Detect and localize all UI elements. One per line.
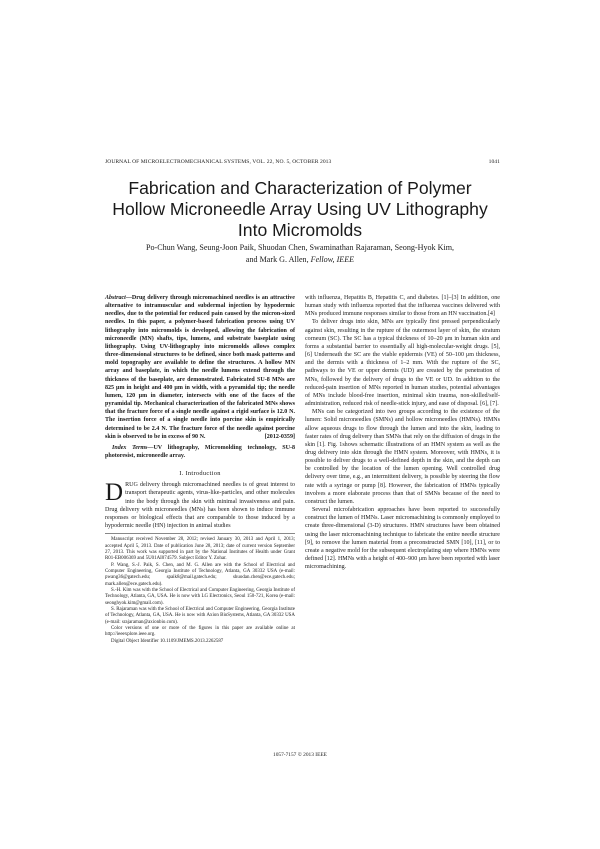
abstract: Abstract—Drug delivery through micromachined needles is an attractive alternative to intramuscular and subdermal injection by hypodermic needles, due to the potential for reduced pain caused by the micron-sized needles. In this paper, a polymer-based fabrication process using UV lithography into micromolds is developed, allowing the fabrication of microneedle (MN) shafts, tips, lumens, and substrate baseplate using lithography. Using UV-lithography into micromolds allows complex three-dimensional structures to be defined, since both mask patterns and mold topography are available to define the structures. A hollow MN array and baseplate, in which the needle lumens extend through the thickness of the baseplate, are demonstrated. Fabricated SU-8 MNs are 825 μm in height and 400 μm in width, with a pyramidal tip; the needle lumen, 120 μm in diameter, intersects with one of the faces of the pyramidal tip. Mechanical characterization of the fabricated MNs shows that the fracture force of a single needle against a rigid surface is 12.0 N. The insertion force of a single needle into porcine skin is empirically determined to be 2.4 N. The fracture force of the needle against porcine skin is observed to be in excess of 90 N. [2012-0359] xyxy=(105,295,295,440)
left-column xyxy=(105,294,295,645)
body-paragraph: To deliver drugs into skin, MNs are typically first pressed perpendicularly against skin, resulting in the rupture of the outermost layer of skin, the stratum corneum (SC). The SC has a typical thickness of 10–20 μm in human skin and forms a substantial barrier to essentially all high-molecular-weight drugs. [5], [6] Underneath the SC are the viable epidermis (VE) of 50–100 μm thickness, and the dermis with a thickness of 1–2 mm. With the rupture of the SC, pathways to the VE or upper dermis (UD) are created by the penetration of MNs, followed by the delivery of drugs to the VE or UD. In addition to the reduced-pain insertion of MNs reported in human studies, potential advantages of MNs include blood-free insertion, minimal skin trauma, non-skilled/self-administration, reduced risk of needle-stick injury, and ease of disposal. [6], [7]. xyxy=(305,319,500,408)
index-terms: Index Terms—UV lithography, Micromolding technology, SU-8 photoresist, microneedle array. xyxy=(105,444,295,459)
intro-text: RUG delivery through micromachined needles is of great interest to transport therapeutic agents, virus-like-particles, and other molecules into the body through the skin with minimal invasiveness and pain. Drug delivery with microneedles (MNs) has been shown to induce immune responses or biological effects that are comparable to those induced by a hypodermic needle (HN) injection in animal studies xyxy=(105,482,295,530)
page-number: 1041 xyxy=(488,159,500,165)
author-line-2 xyxy=(120,254,480,266)
footnote-affiliation-3: S. Rajaraman was with the School of Electrical and Computer Engineering, Georgia Institute of Technology, Atlanta, GA, USA. He is now with Axion BioSystems, Atlanta, GA 30332 USA (e-mail: srajaraman@axionbio.com). xyxy=(105,607,295,625)
right-column xyxy=(305,294,500,571)
footnote-doi: Digital Object Identifier 10.1109/JMEMS.2013.2262587 xyxy=(111,638,224,644)
footnotes xyxy=(105,533,295,645)
author-grade: Fellow, IEEE xyxy=(310,254,355,264)
intro-paragraph xyxy=(105,481,295,530)
body-paragraph: Several microfabrication approaches have been reported to successfully construct the lumen of HMNs. Laser micromachining is commonly employed to create three-dimensional (3-D) structures. HMN structures have been obtained using the laser micromachining technique to fabricate the entire needle structure [9], to remove the lumen material from a preconstructed SMN [10], [11], or to create a negative mold for the subsequent electroplating step where HMNs were defined [12]. HMNs with a height of 400–900 μm have been reported with laser micromachining. xyxy=(305,507,500,571)
footnote-affiliation-1: P. Wang, S.-J. Paik, S. Chen, and M. G. Allen are with the School of Electrical and Computer Engineering, Georgia Institute of Technology, Atlanta, GA 30332 USA (e-mail: pwang36@gatech.edu; spaik8@mail.gatech.edu; shuodan.chen@ece.gatech.edu; mark.allen@ece.gatech.edu). xyxy=(105,562,295,587)
manuscript-tag: [2012-0359] xyxy=(264,433,295,440)
author-names-2: and Mark G. Allen, xyxy=(245,254,309,264)
journal-name: JOURNAL OF MICROELECTROMECHANICAL SYSTEMS, VOL. 22, NO. 5, OCTOBER 2013 xyxy=(105,159,332,165)
copyright-footer: 1057-7157 © 2013 IEEE xyxy=(273,752,327,758)
paper-title: Fabrication and Characterization of Polymer Hollow Microneedle Array Using UV Lithography Into Micromolds xyxy=(112,178,488,240)
body-paragraph: MNs can be categorized into two groups according to the existence of the lumen: Solid microneedles (SMNs) and hollow microneedles (HMNs). HMNs allow aqueous drugs to flow through the lumen and into the skin, leading to faster rates of drug delivery than SMNs that rely on the diffusion of drugs in the skin [1]. Fig. 1shows schematic illustrations of an HMN system as well as the drug delivery into skin through the HMN system. Moreover, with HMNs, it is possible to deliver drugs to a well-defined depth in the skin, and the depth can be controlled by the location of the lumen opening. Well controlled drug delivery over time, e.g., an intermittent delivery, is possible by steering the flow rate with a syringe or pump [8]. However, the fabrication of HMNs typically involves a more elaborate process than that of SMNs because of the need to construct the lumen. xyxy=(305,409,500,505)
index-terms-text: UV lithography, Micromolding technology, SU-8 photoresist, microneedle array. xyxy=(105,444,295,459)
author-list xyxy=(120,242,480,265)
abstract-label: Abstract xyxy=(105,295,126,301)
footnote-affiliation-2: S.-H. Kim was with the School of Electrical and Computer Engineering, Georgia Institute of Technology, Atlanta, GA, USA. He is now with LG Electronics, Seoul 150-721, Korea (e-mail: seonghyok.kim@gmail.com). xyxy=(105,587,295,606)
section-heading: I. Introduction xyxy=(179,470,221,478)
body-paragraph: with influenza, Hepatitis B, Hepatitis C, and diabetes. [1]–[3] In addition, one human study with influenza reported that the influenza vaccines delivered with MNs produced immune responses similar to those from an HN vaccination.[4] xyxy=(305,295,500,318)
abstract-text: Drug delivery through micromachined needles is an attractive alternative to intramuscular and subdermal injection by hypodermic needles, due to the potential for reduced pain caused by the micron-sized needles. In this paper, a polymer-based fabrication process using UV lithography into micromolds is developed, allowing the fabrication of microneedle (MN) shafts, tips, lumens, and substrate baseplate using lithography. Using UV-lithography into micromolds allows complex three-dimensional structures to be defined, since both mask patterns and mold topography are available to define the structures. A hollow MN array and baseplate, in which the needle lumens extend through the thickness of the baseplate, are demonstrated. Fabricated SU-8 MNs are 825 μm in height and 400 μm in width, with a pyramidal tip; the needle lumen, 120 μm in diameter, intersects with one of the faces of the pyramidal tip. Mechanical characterization of the fabricated MNs shows that the fracture force of a single needle against a rigid surface is 12.0 N. The insertion force of a single needle into porcine skin is empirically determined to be 2.4 N. The fracture force of the needle against porcine skin is observed to be in excess of 90 N. xyxy=(105,295,295,440)
drop-cap: D xyxy=(105,479,124,507)
index-terms-label: Index Terms xyxy=(112,444,148,451)
running-header xyxy=(105,159,500,165)
footnote-color: Color versions of one or more of the figures in this paper are available online at http://ieeexplore.ieee.org. xyxy=(105,626,295,638)
author-line-1: Po-Chun Wang, Seung-Joon Paik, Shuodan Chen, Swaminathan Rajaraman, Seong-Hyok Kim, xyxy=(145,243,455,252)
footnote-received: Manuscript received November 28, 2012; revised January 30, 2013 and April 1, 2013; accepted April 5, 2013. Date of publication June 28, 2013; date of current version September 27, 2013. This work was supported in part by the National Institutes of Health under Grant R01-EB006369 and 5U01AI074579. Subject Editor Y. Zohar. xyxy=(105,537,295,562)
